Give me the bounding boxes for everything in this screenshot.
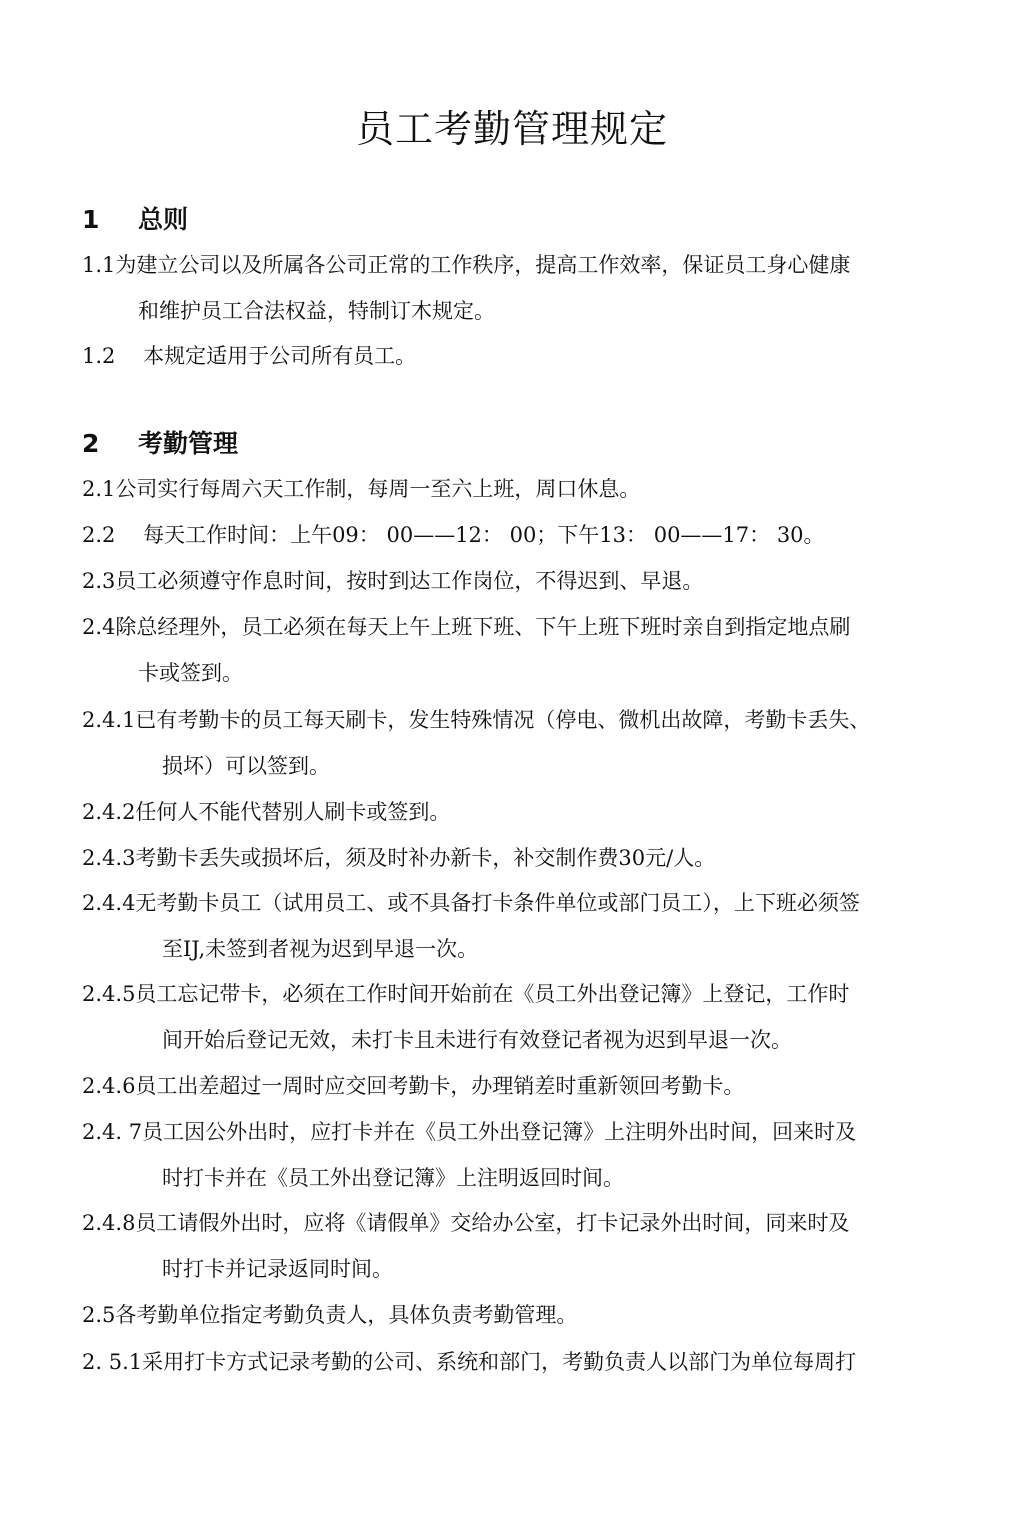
clause-line: 时打卡并在《员工外出登记簿》上注明返回时间。 — [162, 1166, 624, 1190]
clause-2-1 — [82, 466, 952, 512]
clause-2-4 — [82, 604, 952, 696]
clause-2-4-7 — [82, 1109, 952, 1201]
clause-2-3 — [82, 558, 952, 604]
clause-line: 卡或签到。 — [138, 661, 243, 685]
clause-line: 2.4除总经理外，员工必须在每天上午上班下班、下午上班下班时亲自到指定地点刷 — [82, 615, 851, 639]
section-number: 1 — [82, 205, 100, 234]
clause-line: 2.3员工必须遵守作息时间，按时到达工作岗位，不得迟到、早退。 — [82, 569, 704, 593]
clause-line: 2.4.4无考勤卡员工（试用员工、或不具备打卡条件单位或部门员工），上下班必须签 — [82, 891, 860, 915]
clause-2-4-6 — [82, 1063, 952, 1109]
clause-line: 时打卡并记录返同时间。 — [162, 1257, 393, 1281]
document-title: 员工考勤管理规定 — [355, 107, 668, 151]
section-title: 考勤管理 — [138, 429, 239, 458]
clause-2-4-8 — [82, 1200, 952, 1292]
clause-line: 2.2 每天工作时间：上午09： 00——12： 00；下午13： 00——17： 30。 — [82, 523, 825, 547]
clause-line: 2.4.5员工忘记带卡，必须在工作时间开始前在《员工外出登记簿》上登记，工作时 — [82, 982, 850, 1006]
clause-line: 2. 5.1采用打卡方式记录考勤的公司、系统和部门，考勤负责人以部门为单位每周打 — [82, 1350, 857, 1374]
clause-line: 2.5各考勤单位指定考勤负责人，具体负责考勤管理。 — [82, 1303, 578, 1327]
clause-line: 和维护员工合法权益，特制订木规定。 — [138, 299, 495, 323]
clause-line: 2.4.2任何人不能代替别人刷卡或签到。 — [82, 800, 451, 824]
clause-line: 2.4.1已有考勤卡的员工每天刷卡，发生特殊情况（停电、微机出故障，考勤卡丢失、 — [82, 708, 871, 732]
clause-2-4-5 — [82, 971, 952, 1063]
clause-line: 2.4.6员工出差超过一周时应交回考勤卡，办理销差时重新领回考勤卡。 — [82, 1074, 745, 1098]
clause-line: 1.2 本规定适用于公司所有员工。 — [82, 344, 417, 368]
clause-2-4-1 — [82, 697, 952, 789]
clause-2-4-3 — [82, 835, 952, 881]
clause-line: 1.1为建立公司以及所属各公司正常的工作秩序，提高工作效率，保证员工身心健康 — [82, 253, 851, 277]
section-number: 2 — [82, 429, 100, 458]
clause-line: 至IJ,未签到者视为迟到早退一次。 — [162, 937, 479, 961]
clause-2-5 — [82, 1292, 952, 1338]
clause-line: 2.4.3考勤卡丢失或损坏后，须及时补办新卡，补交制作费30元/人。 — [82, 846, 716, 870]
clause-2-2 — [82, 512, 952, 558]
clause-line: 2.4. 7员工因公外出时，应打卡并在《员工外出登记簿》上注明外出时间，回来时及 — [82, 1120, 857, 1144]
clause-line: 损坏）可以签到。 — [162, 754, 330, 778]
section-title: 总则 — [138, 205, 189, 234]
clause-1-1 — [82, 242, 952, 334]
clause-2-4-2 — [82, 789, 952, 835]
clause-line: 间开始后登记无效，未打卡且未进行有效登记者视为迟到早退一次。 — [162, 1028, 792, 1052]
clause-line: 2.4.8员工请假外出时，应将《请假单》交给办公室，打卡记录外出时间，同来时及 — [82, 1211, 850, 1235]
clause-2-4-4 — [82, 880, 952, 972]
clause-1-2 — [82, 333, 952, 379]
section-2-heading — [82, 424, 238, 460]
section-1-heading — [82, 200, 188, 236]
clause-2-5-1 — [82, 1339, 952, 1385]
clause-line: 2.1公司实行每周六天工作制，每周一至六上班，周口休息。 — [82, 477, 641, 501]
